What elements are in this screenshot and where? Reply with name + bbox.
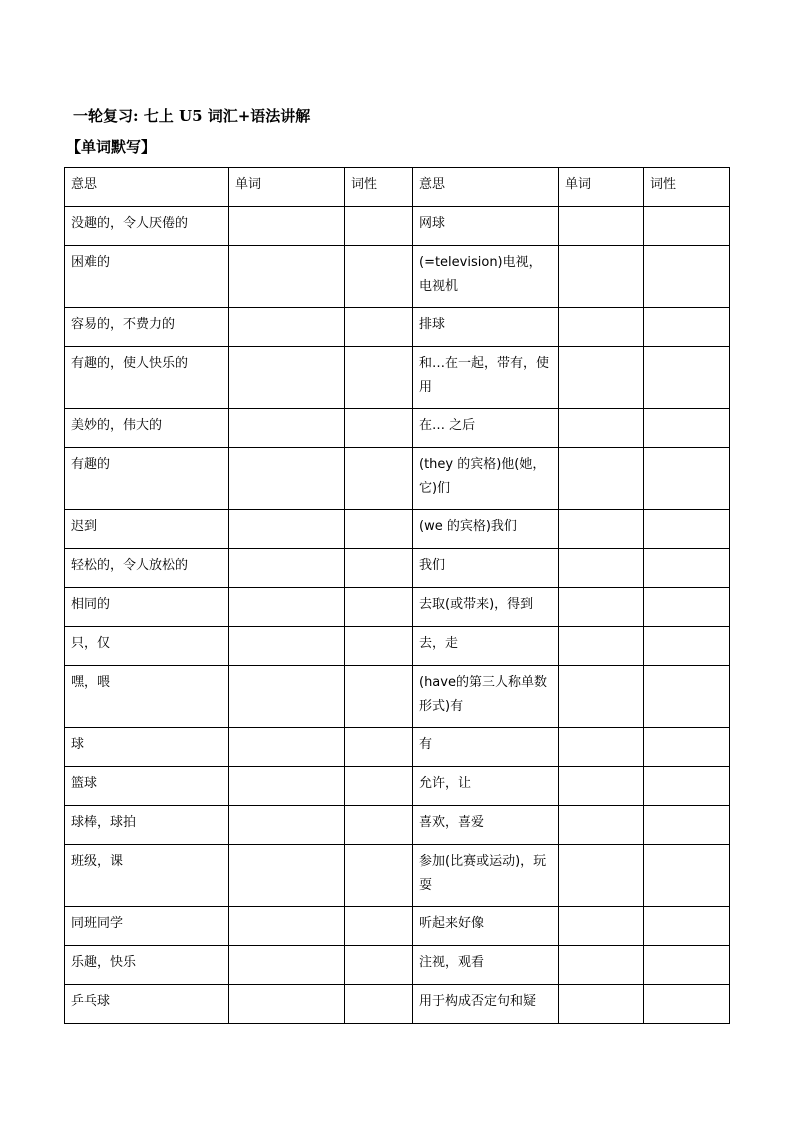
word-input-cell[interactable] xyxy=(229,666,345,728)
pos-input-cell[interactable] xyxy=(644,806,730,845)
word-input-cell[interactable] xyxy=(229,409,345,448)
meaning-cell: 有趣的 xyxy=(65,448,229,510)
meaning-cell: 去，走 xyxy=(413,627,559,666)
meaning-cell: 美妙的，伟大的 xyxy=(65,409,229,448)
pos-input-cell[interactable] xyxy=(345,207,413,246)
pos-input-cell[interactable] xyxy=(644,588,730,627)
pos-input-cell[interactable] xyxy=(345,627,413,666)
meaning-cell: 参加(比赛或运动)，玩耍 xyxy=(413,845,559,907)
word-input-cell[interactable] xyxy=(559,246,644,308)
col-header-word-2: 单词 xyxy=(559,168,644,207)
pos-input-cell[interactable] xyxy=(345,549,413,588)
meaning-cell: 去取(或带来)，得到 xyxy=(413,588,559,627)
table-header-row xyxy=(65,168,730,207)
word-input-cell[interactable] xyxy=(559,549,644,588)
pos-input-cell[interactable] xyxy=(345,246,413,308)
pos-input-cell[interactable] xyxy=(345,845,413,907)
meaning-cell: 篮球 xyxy=(65,767,229,806)
meaning-cell: 班级，课 xyxy=(65,845,229,907)
table-row xyxy=(65,845,730,907)
pos-input-cell[interactable] xyxy=(644,347,730,409)
meaning-cell: 没趣的，令人厌倦的 xyxy=(65,207,229,246)
table-row xyxy=(65,308,730,347)
pos-input-cell[interactable] xyxy=(644,728,730,767)
meaning-cell: 和…在一起，带有，使用 xyxy=(413,347,559,409)
meaning-cell: 有 xyxy=(413,728,559,767)
word-input-cell[interactable] xyxy=(559,767,644,806)
pos-input-cell[interactable] xyxy=(644,246,730,308)
table-row xyxy=(65,549,730,588)
word-input-cell[interactable] xyxy=(559,666,644,728)
meaning-cell: (we 的宾格)我们 xyxy=(413,510,559,549)
word-input-cell[interactable] xyxy=(229,845,345,907)
word-input-cell[interactable] xyxy=(559,985,644,1024)
pos-input-cell[interactable] xyxy=(644,207,730,246)
pos-input-cell[interactable] xyxy=(345,510,413,549)
pos-input-cell[interactable] xyxy=(345,347,413,409)
word-input-cell[interactable] xyxy=(229,510,345,549)
meaning-cell: 允许，让 xyxy=(413,767,559,806)
pos-input-cell[interactable] xyxy=(345,907,413,946)
col-header-meaning-2: 意思 xyxy=(413,168,559,207)
meaning-cell: (have的第三人称单数形式)有 xyxy=(413,666,559,728)
table-row xyxy=(65,347,730,409)
pos-input-cell[interactable] xyxy=(644,409,730,448)
word-input-cell[interactable] xyxy=(559,728,644,767)
pos-input-cell[interactable] xyxy=(644,308,730,347)
table-row xyxy=(65,409,730,448)
meaning-cell: 喜欢，喜爱 xyxy=(413,806,559,845)
meaning-cell: 同班同学 xyxy=(65,907,229,946)
word-input-cell[interactable] xyxy=(559,588,644,627)
meaning-cell: 排球 xyxy=(413,308,559,347)
pos-input-cell[interactable] xyxy=(345,946,413,985)
word-input-cell[interactable] xyxy=(229,246,345,308)
word-input-cell[interactable] xyxy=(229,308,345,347)
meaning-cell: (they 的宾格)他(她，它)们 xyxy=(413,448,559,510)
pos-input-cell[interactable] xyxy=(345,308,413,347)
pos-input-cell[interactable] xyxy=(644,946,730,985)
table-row xyxy=(65,510,730,549)
word-input-cell[interactable] xyxy=(559,510,644,549)
word-input-cell[interactable] xyxy=(229,207,345,246)
pos-input-cell[interactable] xyxy=(345,806,413,845)
meaning-cell: 容易的，不费力的 xyxy=(65,308,229,347)
col-header-pos: 词性 xyxy=(345,168,413,207)
word-input-cell[interactable] xyxy=(229,907,345,946)
pos-input-cell[interactable] xyxy=(345,666,413,728)
table-row xyxy=(65,627,730,666)
word-input-cell[interactable] xyxy=(559,347,644,409)
pos-input-cell[interactable] xyxy=(345,767,413,806)
table-row xyxy=(65,588,730,627)
meaning-cell: 乒乓球 xyxy=(65,985,229,1024)
meaning-cell: 迟到 xyxy=(65,510,229,549)
meaning-cell: 网球 xyxy=(413,207,559,246)
pos-input-cell[interactable] xyxy=(644,907,730,946)
word-input-cell[interactable] xyxy=(559,946,644,985)
pos-input-cell[interactable] xyxy=(345,985,413,1024)
meaning-cell: 我们 xyxy=(413,549,559,588)
pos-input-cell[interactable] xyxy=(644,845,730,907)
meaning-cell: 有趣的，使人快乐的 xyxy=(65,347,229,409)
word-input-cell[interactable] xyxy=(229,549,345,588)
pos-input-cell[interactable] xyxy=(644,666,730,728)
pos-input-cell[interactable] xyxy=(345,588,413,627)
meaning-cell: 相同的 xyxy=(65,588,229,627)
table-row xyxy=(65,246,730,308)
word-input-cell[interactable] xyxy=(229,448,345,510)
word-input-cell[interactable] xyxy=(559,409,644,448)
meaning-cell: 注视，观看 xyxy=(413,946,559,985)
word-input-cell[interactable] xyxy=(559,627,644,666)
pos-input-cell[interactable] xyxy=(644,448,730,510)
table-row xyxy=(65,666,730,728)
pos-input-cell[interactable] xyxy=(644,767,730,806)
pos-input-cell[interactable] xyxy=(644,510,730,549)
section-heading: 【单词默写】 xyxy=(66,138,157,156)
table-row xyxy=(65,448,730,510)
pos-input-cell[interactable] xyxy=(644,627,730,666)
col-header-pos-2: 词性 xyxy=(644,168,730,207)
word-input-cell[interactable] xyxy=(559,308,644,347)
table-row xyxy=(65,806,730,845)
table-row xyxy=(65,728,730,767)
word-input-cell[interactable] xyxy=(559,207,644,246)
word-input-cell[interactable] xyxy=(229,627,345,666)
word-input-cell[interactable] xyxy=(559,845,644,907)
meaning-cell: 只，仅 xyxy=(65,627,229,666)
word-input-cell[interactable] xyxy=(229,985,345,1024)
word-input-cell[interactable] xyxy=(229,728,345,767)
table-row xyxy=(65,907,730,946)
pos-input-cell[interactable] xyxy=(345,728,413,767)
word-input-cell[interactable] xyxy=(559,806,644,845)
word-input-cell[interactable] xyxy=(559,907,644,946)
word-input-cell[interactable] xyxy=(229,588,345,627)
meaning-cell: 球 xyxy=(65,728,229,767)
page-title: 一轮复习: 七上 U5 词汇+语法讲解 xyxy=(73,107,311,125)
word-input-cell[interactable] xyxy=(229,946,345,985)
meaning-cell: (=television)电视，电视机 xyxy=(413,246,559,308)
col-header-meaning: 意思 xyxy=(65,168,229,207)
col-header-word: 单词 xyxy=(229,168,345,207)
table-row xyxy=(65,207,730,246)
meaning-cell: 听起来好像 xyxy=(413,907,559,946)
table-row xyxy=(65,767,730,806)
word-input-cell[interactable] xyxy=(229,806,345,845)
vocab-table xyxy=(64,167,730,1024)
pos-input-cell[interactable] xyxy=(345,409,413,448)
meaning-cell: 轻松的，令人放松的 xyxy=(65,549,229,588)
table-row xyxy=(65,946,730,985)
word-input-cell[interactable] xyxy=(559,448,644,510)
word-input-cell[interactable] xyxy=(229,767,345,806)
meaning-cell: 乐趣，快乐 xyxy=(65,946,229,985)
meaning-cell: 用于构成否定句和疑 xyxy=(413,985,559,1024)
word-input-cell[interactable] xyxy=(229,347,345,409)
pos-input-cell[interactable] xyxy=(644,985,730,1024)
table-row xyxy=(65,985,730,1024)
meaning-cell: 嘿，喂 xyxy=(65,666,229,728)
meaning-cell: 球棒，球拍 xyxy=(65,806,229,845)
pos-input-cell[interactable] xyxy=(644,549,730,588)
meaning-cell: 在… 之后 xyxy=(413,409,559,448)
meaning-cell: 困难的 xyxy=(65,246,229,308)
pos-input-cell[interactable] xyxy=(345,448,413,510)
